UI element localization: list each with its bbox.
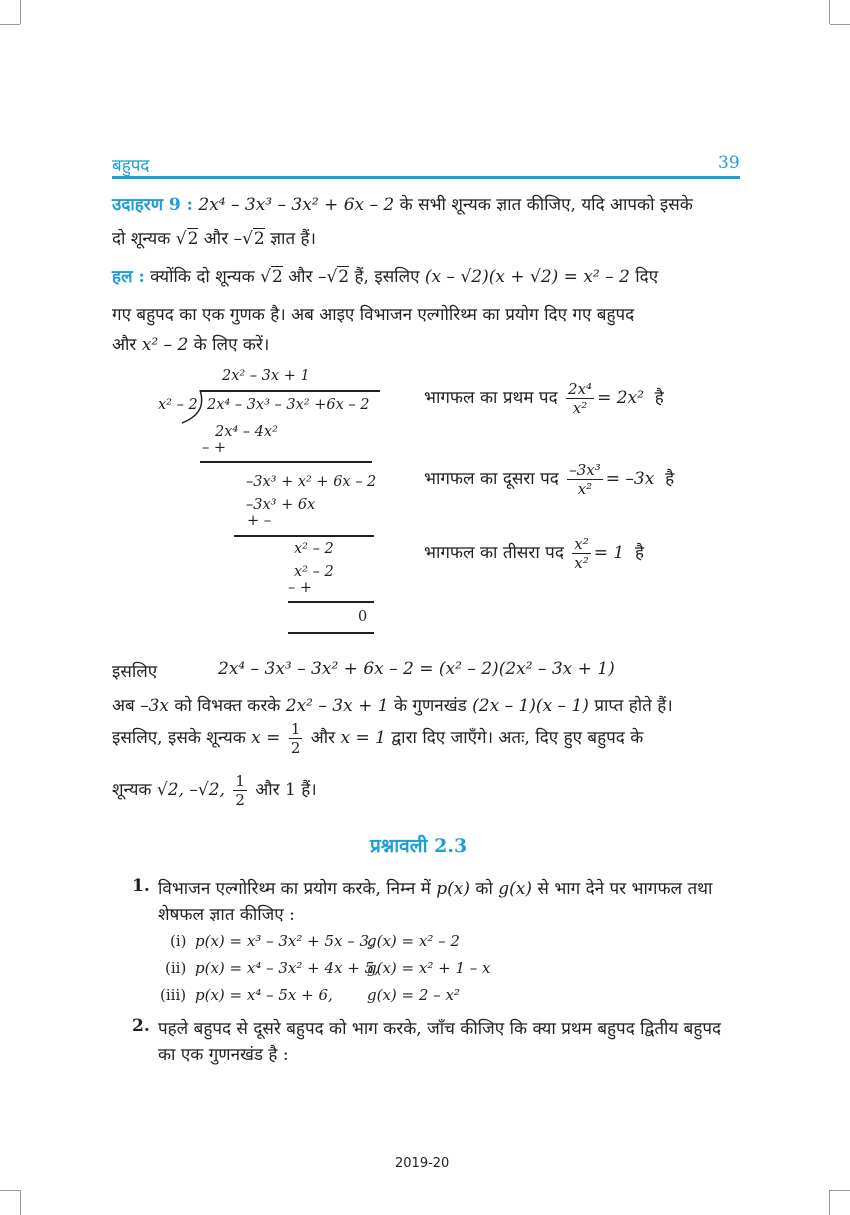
solution-line-1: हल : क्योंकि दो शून्यक √2 और –√2 हैं, इसलिए (x – √2)(x + √2) = x² – 2 दिए bbox=[112, 267, 659, 287]
division-dividend: 2x⁴ – 3x³ – 3x² +6x – 2 bbox=[207, 397, 370, 413]
fraction-numerator: 1 bbox=[235, 772, 245, 790]
conclusion-math: (2x – 1)(x – 1) bbox=[472, 696, 589, 716]
part-p: p(x) = x⁴ – 5x + 6, bbox=[195, 986, 333, 1004]
fraction-numerator: 1 bbox=[290, 720, 301, 738]
part-p: p(x) = x⁴ – 3x² + 4x + 5, bbox=[195, 959, 379, 977]
zero-fraction bbox=[289, 720, 303, 757]
division-bar bbox=[200, 390, 380, 392]
crop-mark bbox=[830, 1190, 850, 1191]
note-text: भागफल का तीसरा पद bbox=[424, 543, 564, 563]
question-2-number: 2. bbox=[132, 1016, 150, 1036]
solution-text: के लिए करें। bbox=[188, 335, 270, 355]
example-polynomial: 2x⁴ – 3x³ – 3x² + 6x – 2 bbox=[198, 195, 395, 215]
division-line bbox=[200, 461, 372, 463]
conclusion-line-3 bbox=[112, 720, 643, 757]
conclusion-text: को विभक्त करके bbox=[169, 696, 286, 716]
note-fraction bbox=[567, 461, 603, 498]
note-hai: है bbox=[665, 469, 675, 489]
division-note-2 bbox=[424, 461, 674, 498]
division-quotient: 2x² – 3x + 1 bbox=[222, 368, 310, 384]
solution-text: हैं, इसलिए bbox=[349, 267, 425, 287]
fraction-numerator: 2x⁴ bbox=[568, 380, 593, 398]
note-text: भागफल का दूसरा पद bbox=[424, 469, 559, 489]
question-2-line-2: का एक गुणनखंड है : bbox=[158, 1045, 289, 1065]
division-step1-signs: – + bbox=[202, 440, 227, 456]
example-text: ज्ञात हैं। bbox=[264, 229, 317, 249]
division-step1-subtract: 2x⁴ – 4x² bbox=[215, 424, 278, 440]
conclusion-text: प्राप्त होते हैं। bbox=[588, 696, 673, 716]
conclusion-text: अब bbox=[112, 696, 141, 716]
crop-mark bbox=[0, 1190, 20, 1191]
question-1-line-2: शेषफल ज्ञात कीजिए : bbox=[158, 905, 295, 925]
conclusion-text: के गुणनखंड bbox=[388, 696, 473, 716]
question-math: g(x) bbox=[498, 879, 533, 899]
division-line bbox=[234, 535, 374, 537]
division-note-1 bbox=[424, 380, 664, 417]
division-remainder1: –3x³ + x² + 6x – 2 bbox=[246, 474, 377, 490]
chapter-title: बहुपद bbox=[112, 156, 150, 176]
fraction-denominator: x² bbox=[574, 554, 589, 572]
division-step3-signs: – + bbox=[288, 580, 313, 596]
question-2-line-1: पहले बहुपद से दूसरे बहुपद को भाग करके, जाँच कीजिए कि क्या प्रथम बहुपद द्वितीय बहुपद bbox=[158, 1019, 722, 1039]
solution-text: दिए bbox=[629, 267, 659, 287]
division-step3-subtract: x² – 2 bbox=[294, 564, 334, 580]
note-fraction bbox=[572, 535, 590, 572]
conclusion-math: x = 1 bbox=[340, 728, 386, 748]
division-step2-signs: + – bbox=[247, 513, 272, 529]
solution-line-3 bbox=[112, 332, 269, 355]
question-1-line-1 bbox=[158, 876, 712, 899]
fraction-numerator: –3x³ bbox=[569, 461, 601, 479]
footer-year: 2019-20 bbox=[395, 1156, 450, 1171]
zero-fraction bbox=[233, 772, 247, 809]
note-result: = 1 bbox=[593, 543, 625, 563]
crop-mark bbox=[829, 1190, 830, 1215]
part-g: g(x) = 2 – x² bbox=[367, 986, 460, 1004]
example-statement: के सभी शून्यक ज्ञात कीजिए, यदि आपको इसके bbox=[394, 195, 693, 215]
solution-line-2: गए बहुपद का एक गुणक है। अब आइए विभाजन एल्गोरिथ्म का प्रयोग दिए गए बहुपद bbox=[112, 305, 635, 325]
conclusion-label: इसलिए bbox=[112, 662, 158, 682]
division-step2-subtract: –3x³ + 6x bbox=[246, 497, 316, 513]
conclusion-line-2 bbox=[112, 693, 673, 716]
conclusion-line-4 bbox=[112, 772, 317, 809]
division-line bbox=[288, 632, 374, 634]
conclusion-text: द्वारा दिए जाएँगे। अतः, दिए हुए बहुपद के bbox=[386, 728, 644, 748]
conclusion-math: –3x bbox=[140, 696, 170, 716]
crop-mark bbox=[20, 0, 21, 24]
example-label: उदाहरण 9 : bbox=[112, 195, 193, 215]
solution-text: क्योंकि दो शून्यक bbox=[144, 267, 261, 287]
solution-label: हल : bbox=[112, 267, 145, 287]
division-note-3 bbox=[424, 535, 644, 572]
question-text: विभाजन एल्गोरिथ्म का प्रयोग करके, निम्न में bbox=[158, 879, 437, 899]
part-label: (ii) bbox=[165, 959, 187, 977]
note-result: = 2x² bbox=[597, 388, 644, 408]
fraction-denominator: 2 bbox=[290, 739, 301, 757]
note-text: भागफल का प्रथम पद bbox=[424, 388, 558, 408]
solution-math: (x – √2)(x + √2) = x² – 2 bbox=[424, 267, 630, 287]
question-1-number: 1. bbox=[132, 876, 150, 896]
crop-mark bbox=[830, 24, 850, 25]
note-result: = –3x bbox=[605, 469, 655, 489]
crop-mark bbox=[0, 24, 20, 25]
part-p: p(x) = x³ – 3x² + 5x – 3, bbox=[195, 932, 374, 950]
conclusion-text: और 1 हैं। bbox=[249, 780, 317, 800]
fraction-denominator: 2 bbox=[235, 791, 245, 809]
note-hai: है bbox=[654, 388, 664, 408]
crop-mark bbox=[829, 0, 830, 24]
solution-text: और bbox=[282, 267, 318, 287]
conclusion-text: इसलिए, इसके शून्यक bbox=[112, 728, 252, 748]
example-text: और bbox=[198, 229, 234, 249]
question-text: को bbox=[470, 879, 499, 899]
question-math: p(x) bbox=[436, 879, 470, 899]
crop-mark bbox=[20, 1190, 21, 1215]
exercise-title: प्रश्नावली 2.3 bbox=[370, 835, 468, 857]
fraction-numerator: x² bbox=[574, 535, 589, 553]
division-final-remainder: 0 bbox=[358, 609, 368, 625]
fraction-denominator: x² bbox=[577, 480, 593, 498]
conclusion-math: √2, –√2, bbox=[156, 780, 231, 800]
division-divisor: x² – 2 bbox=[158, 397, 198, 413]
example-line-2: दो शून्यक √2 और –√2 ज्ञात हैं। bbox=[112, 229, 317, 249]
solution-math: x² – 2 bbox=[141, 335, 189, 355]
solution-text: और bbox=[112, 335, 142, 355]
note-hai: है bbox=[635, 543, 645, 563]
part-label: (i) bbox=[170, 932, 187, 950]
question-text: से भाग देने पर भागफल तथा bbox=[532, 879, 713, 899]
page-number: 39 bbox=[718, 153, 740, 173]
example-line-1 bbox=[112, 192, 693, 215]
part-g: g(x) = x² + 1 – x bbox=[367, 959, 491, 977]
conclusion-text: शून्यक bbox=[112, 780, 157, 800]
division-line bbox=[288, 601, 374, 603]
conclusion-equation: 2x⁴ – 3x³ – 3x² + 6x – 2 = (x² – 2)(2x² – 3x + 1) bbox=[218, 659, 615, 679]
conclusion-math: 2x² – 3x + 1 bbox=[285, 696, 389, 716]
conclusion-text: और bbox=[305, 728, 341, 748]
conclusion-math: x = bbox=[251, 728, 281, 748]
note-fraction bbox=[566, 380, 594, 417]
header-rule bbox=[112, 176, 740, 179]
part-label: (iii) bbox=[160, 986, 187, 1004]
example-text: दो शून्यक bbox=[112, 229, 176, 249]
fraction-denominator: x² bbox=[572, 399, 588, 417]
part-g: g(x) = x² – 2 bbox=[367, 932, 460, 950]
division-remainder2: x² – 2 bbox=[294, 541, 334, 557]
